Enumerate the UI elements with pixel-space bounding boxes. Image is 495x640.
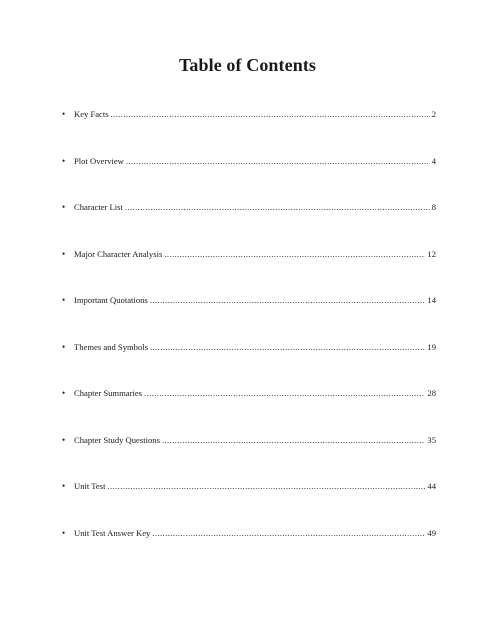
toc-entry-label: Plot Overview — [74, 155, 124, 166]
bullet-icon: • — [62, 202, 66, 212]
toc-entry-page-number: 44 — [427, 481, 436, 491]
toc-entry-major-character-analysis[interactable] — [62, 249, 436, 296]
bullet-icon: • — [62, 341, 66, 352]
toc-entry-label: Key Facts — [74, 109, 109, 119]
bullet-icon: • — [62, 295, 66, 305]
dot-leader — [125, 202, 430, 212]
dot-leader — [152, 528, 425, 538]
toc-entry-label: Unit Test — [74, 481, 106, 491]
bullet-icon: • — [62, 481, 66, 491]
toc-entry-key-facts[interactable] — [62, 109, 436, 156]
toc-entry-label: Chapter Summaries — [74, 388, 143, 398]
toc-entry-page-number: 19 — [427, 341, 436, 352]
table-of-contents — [62, 109, 436, 574]
bullet-icon: • — [62, 155, 66, 166]
toc-entry-important-quotations[interactable] — [62, 295, 436, 342]
dot-leader — [150, 342, 425, 352]
toc-entry-page-number: 35 — [427, 434, 436, 445]
toc-entry-page-number: 12 — [427, 248, 436, 259]
toc-entry-label: Character List — [74, 202, 123, 212]
dot-leader — [126, 156, 430, 166]
toc-entry-label: Major Character Analysis — [74, 248, 163, 259]
toc-entry-plot-overview[interactable] — [62, 156, 436, 203]
dot-leader — [144, 388, 425, 398]
bullet-icon: • — [62, 248, 66, 259]
dot-leader — [164, 249, 425, 259]
bullet-icon: • — [62, 527, 66, 538]
toc-entry-page-number: 4 — [431, 155, 436, 166]
toc-entry-label: Unit Test Answer Key — [74, 527, 151, 538]
toc-entry-label: Important Quotations — [74, 295, 148, 305]
toc-entry-chapter-summaries[interactable] — [62, 388, 436, 435]
toc-entry-chapter-study-questions[interactable] — [62, 435, 436, 482]
toc-entry-label: Themes and Symbols — [74, 341, 148, 352]
toc-entry-page-number: 14 — [427, 295, 436, 305]
page-title: Table of Contents — [178, 55, 317, 75]
bullet-icon: • — [62, 388, 66, 398]
toc-entry-unit-test[interactable] — [62, 481, 436, 528]
toc-entry-unit-test-answer-key[interactable] — [62, 528, 436, 575]
bullet-icon: • — [62, 109, 66, 119]
dot-leader — [111, 109, 430, 119]
bullet-icon: • — [62, 434, 66, 445]
toc-entry-page-number: 2 — [431, 109, 436, 119]
dot-leader — [150, 295, 426, 305]
toc-entry-page-number: 28 — [427, 388, 436, 398]
toc-entry-label: Chapter Study Questions — [74, 434, 160, 445]
toc-entry-character-list[interactable] — [62, 202, 436, 249]
toc-entry-page-number: 8 — [431, 202, 436, 212]
dot-leader — [107, 481, 425, 491]
dot-leader — [162, 435, 425, 445]
toc-entry-page-number: 49 — [427, 527, 436, 538]
toc-entry-themes-and-symbols[interactable] — [62, 342, 436, 389]
